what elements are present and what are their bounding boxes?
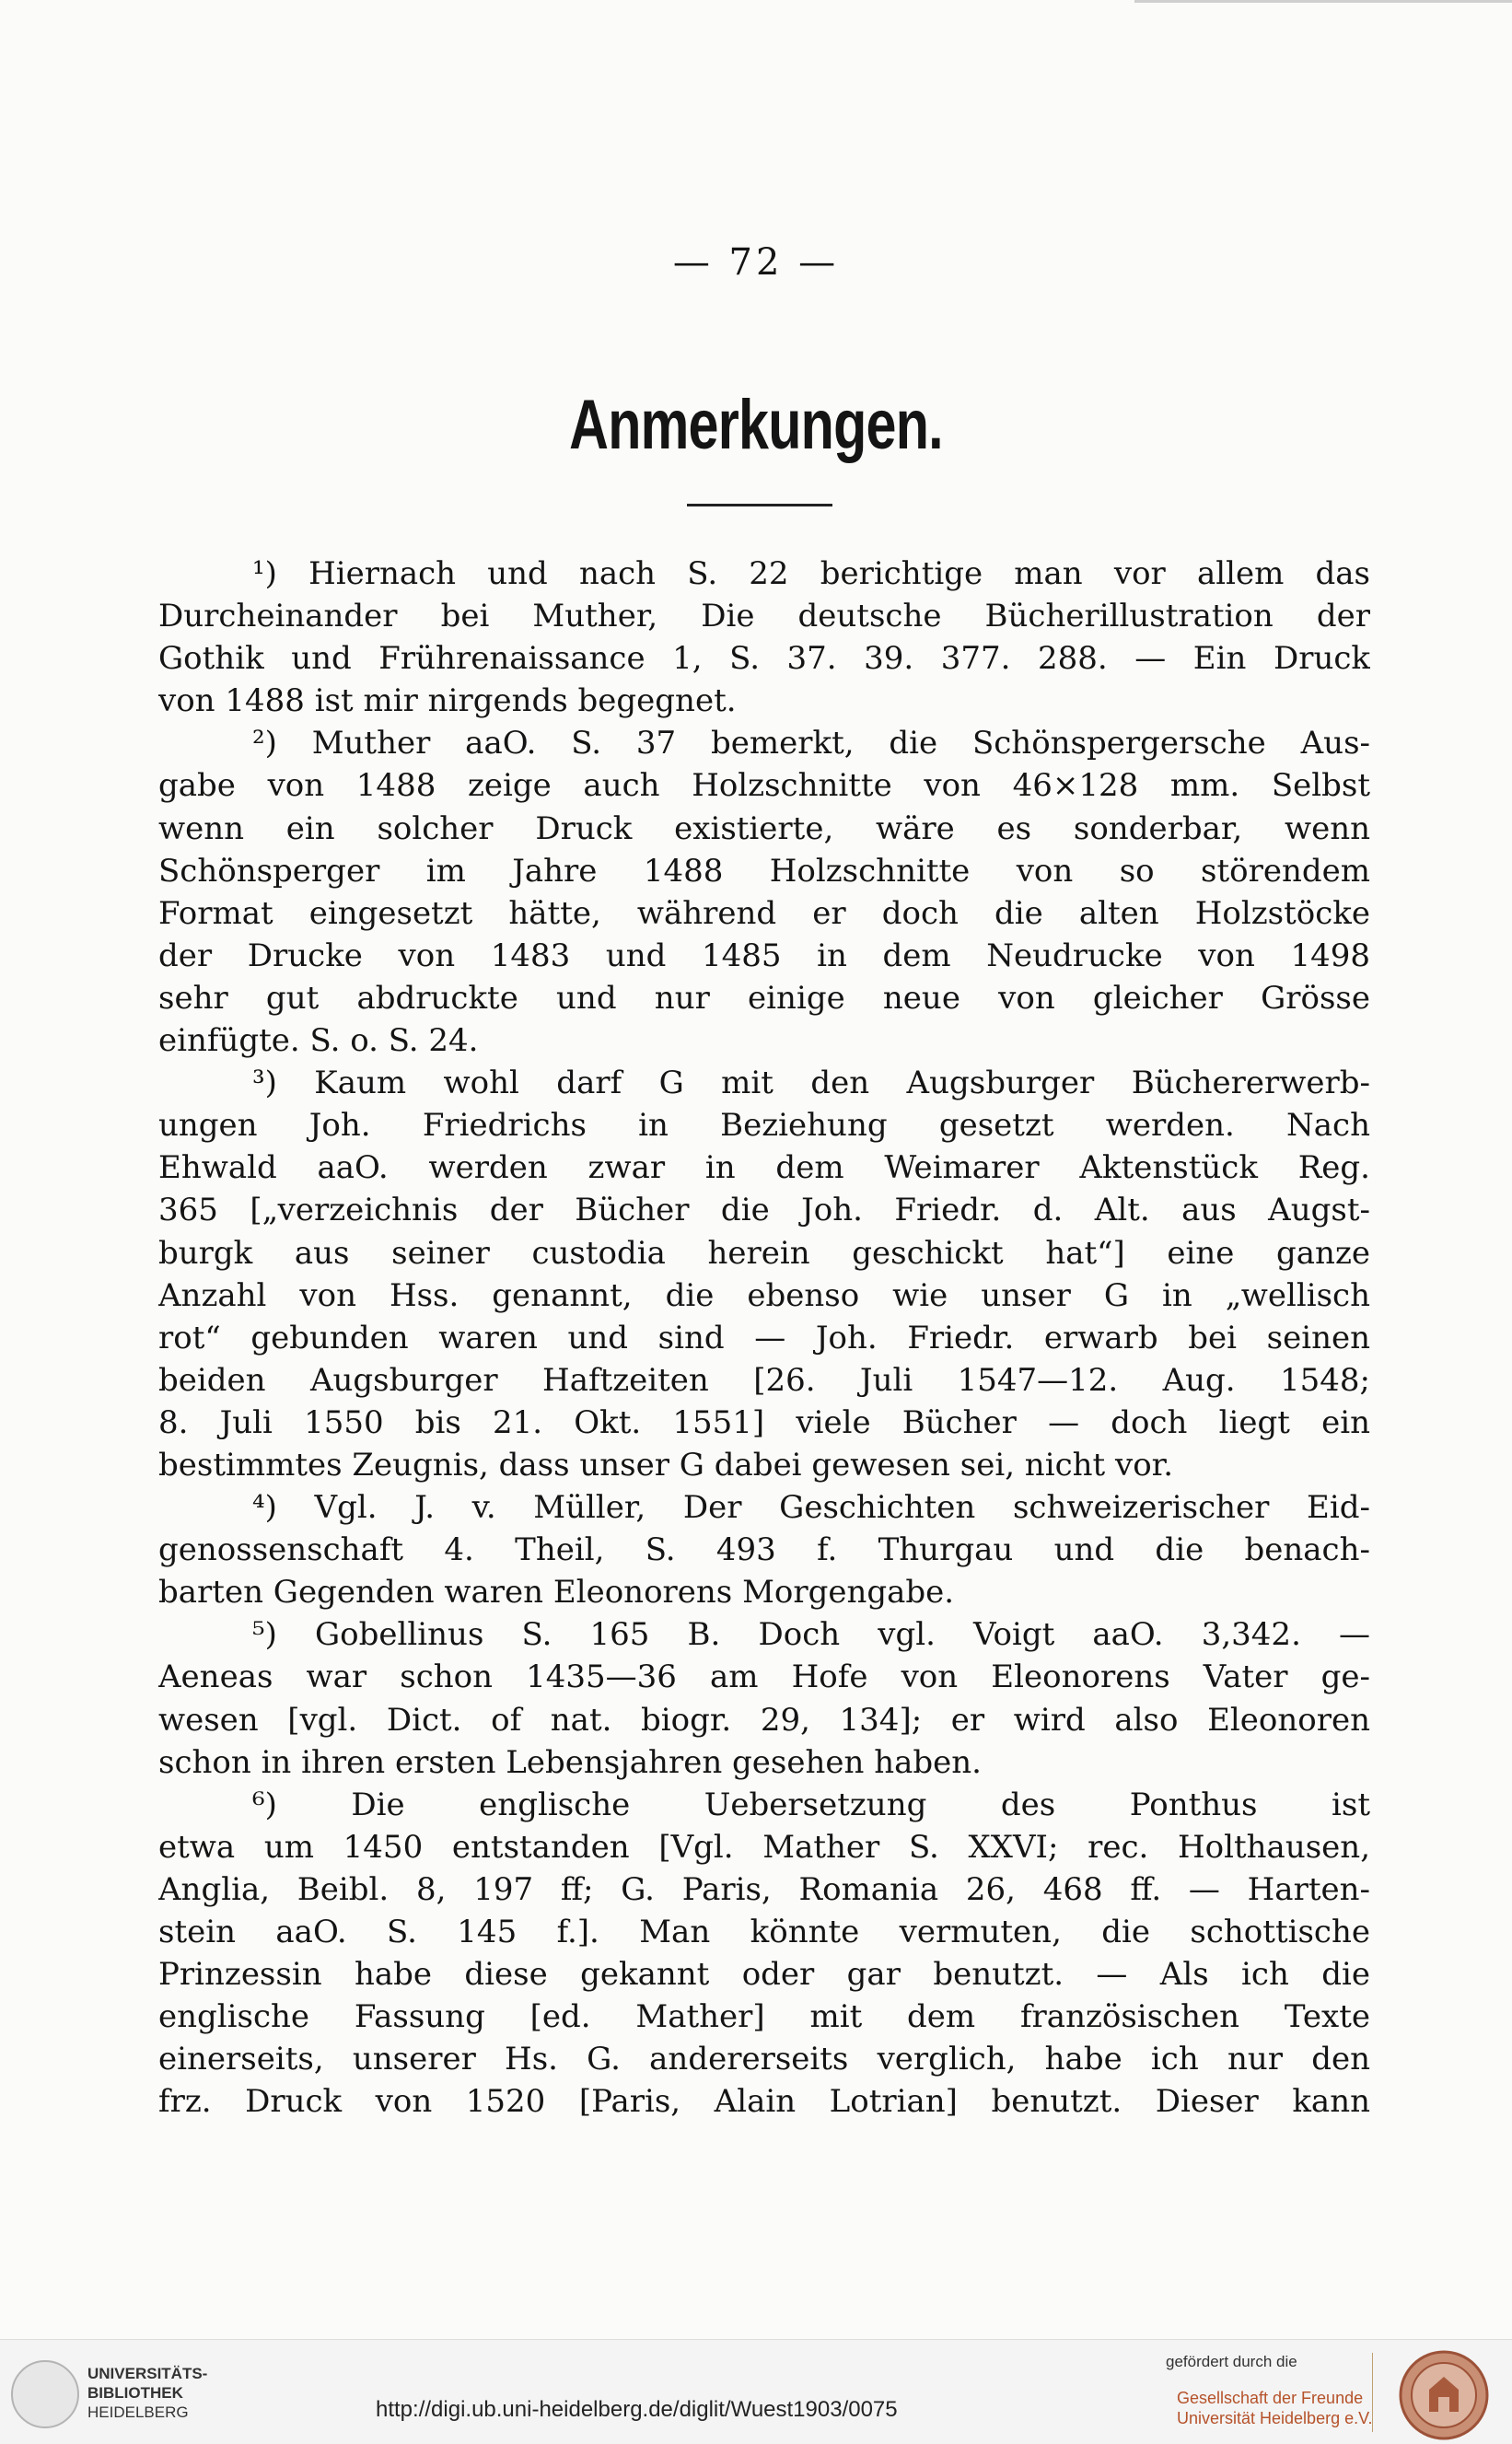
funder-name-line: Gesellschaft der Freunde: [1177, 2389, 1364, 2407]
footnotes-text: [158, 553, 1370, 2123]
top-rule: [1134, 0, 1512, 3]
library-name-line: BIBLIOTHEK: [87, 2384, 183, 2402]
text-line: ungen Joh. Friedrichs in Beziehung gesetzt werden. Nach: [158, 1107, 1370, 1145]
permalink-url[interactable]: http://digi.ub.uni-heidelberg.de/diglit/Wuest1903/0075: [376, 2397, 898, 2422]
text-line: barten Gegenden waren Eleonorens Morgengabe.: [158, 1574, 955, 1612]
footer-bar: [0, 2339, 1512, 2444]
text-line: Format eingesetzt hätte, während er doch die alten Holzstöcke: [158, 894, 1370, 932]
text-line: genossenschaft 4. Theil, S. 493 f. Thurgau und die benach-: [158, 1531, 1370, 1569]
text-line: frz. Druck von 1520 [Paris, Alain Lotrian] benutzt. Dieser kann: [158, 2083, 1370, 2121]
text-line: wenn ein solcher Druck existierte, wäre es sonderbar, wenn: [158, 809, 1370, 847]
text-line: Gothik und Frührenaissance 1, S. 37. 39. 377. 288. — Ein Druck: [158, 640, 1370, 678]
text-line: etwa um 1450 entstanden [Vgl. Mather S. XXVI; rec. Holthausen,: [158, 1828, 1370, 1866]
text-line: schon in ihren ersten Lebensjahren gesehen haben.: [158, 1743, 982, 1781]
university-seal-icon: [1398, 2349, 1490, 2441]
heading-divider: [687, 504, 832, 506]
footer-divider: [1372, 2353, 1373, 2432]
text-line: Durcheinander bei Muther, Die deutsche Bücherillustration der: [158, 598, 1370, 635]
text-line: einfügte. S. o. S. 24.: [158, 1022, 479, 1060]
text-line: englische Fassung [ed. Mather] mit dem französischen Texte: [158, 1998, 1370, 2036]
funded-by-label: gefördert durch die: [1166, 2353, 1297, 2370]
text-line: Schönsperger im Jahre 1488 Holzschnitte von so störendem: [158, 852, 1370, 890]
text-line: rot“ gebunden waren und sind — Joh. Friedr. erwarb bei seinen: [158, 1319, 1370, 1356]
text-line: von 1488 ist mir nirgends begegnet.: [158, 682, 737, 720]
text-line: burgk aus seiner custodia herein geschickt hat“] eine ganze: [158, 1234, 1370, 1272]
text-line: ³) Kaum wohl darf G mit den Augsburger Büchererwerb-: [252, 1065, 1370, 1102]
text-line: Anzahl von Hss. genannt, die ebenso wie unser G in „wellisch: [158, 1276, 1370, 1314]
text-line: ⁶) Die englische Uebersetzung des Ponthus ist: [252, 1786, 1370, 1823]
text-line: ¹) Hiernach und nach S. 22 berichtige man vor allem das: [252, 555, 1370, 592]
text-line: beiden Augsburger Haftzeiten [26. Juli 1547—12. Aug. 1548;: [158, 1361, 1370, 1399]
university-library-seal-icon: [11, 2360, 79, 2428]
text-line: Anglia, Beibl. 8, 197 ff; G. Paris, Romania 26, 468 ff. — Harten-: [158, 1870, 1370, 1908]
page-title: Anmerkungen.: [569, 386, 943, 464]
text-line: Aeneas war schon 1435—36 am Hofe von Eleonorens Vater ge-: [158, 1658, 1370, 1696]
text-line: der Drucke von 1483 und 1485 in dem Neudrucke von 1498: [158, 937, 1370, 974]
library-logo-text: [87, 2364, 207, 2422]
text-line: einerseits, unserer Hs. G. andererseits verglich, habe ich nur den: [158, 2041, 1370, 2078]
funder-name: [1177, 2388, 1372, 2428]
page-number: — 72 —: [672, 241, 840, 284]
funder-name-line: Universität Heidelberg e.V.: [1177, 2409, 1373, 2427]
text-line: ²) Muther aaO. S. 37 bemerkt, die Schönspergersche Aus-: [252, 725, 1370, 762]
text-line: sehr gut abdruckte und nur einige neue von gleicher Grösse: [158, 979, 1370, 1017]
text-line: wesen [vgl. Dict. of nat. biogr. 29, 134]; er wird also Eleonoren: [158, 1701, 1370, 1739]
text-line: 8. Juli 1550 bis 21. Okt. 1551] viele Bücher — doch liegt ein: [158, 1403, 1370, 1441]
library-name-line: HEIDELBERG: [87, 2403, 189, 2421]
library-name-line: UNIVERSITÄTS-: [87, 2365, 208, 2382]
text-line: stein aaO. S. 145 f.]. Man könnte vermuten, die schottische: [158, 1914, 1370, 1950]
text-line: 365 [„verzeichnis der Bücher die Joh. Friedr. d. Alt. aus Augst-: [158, 1192, 1370, 1229]
text-line: ⁵) Gobellinus S. 165 B. Doch vgl. Voigt aaO. 3,342. —: [252, 1616, 1370, 1654]
text-line: Ehwald aaO. werden zwar in dem Weimarer Aktenstück Reg.: [158, 1149, 1370, 1187]
text-line: bestimmtes Zeugnis, dass unser G dabei gewesen sei, nicht vor.: [158, 1446, 1173, 1484]
text-line: Prinzessin habe diese gekannt oder gar benutzt. — Als ich die: [158, 1956, 1370, 1994]
text-line: gabe von 1488 zeige auch Holzschnitte von 46×128 mm. Selbst: [158, 767, 1370, 805]
text-line: ⁴) Vgl. J. v. Müller, Der Geschichten schweizerischer Eid-: [252, 1489, 1370, 1527]
